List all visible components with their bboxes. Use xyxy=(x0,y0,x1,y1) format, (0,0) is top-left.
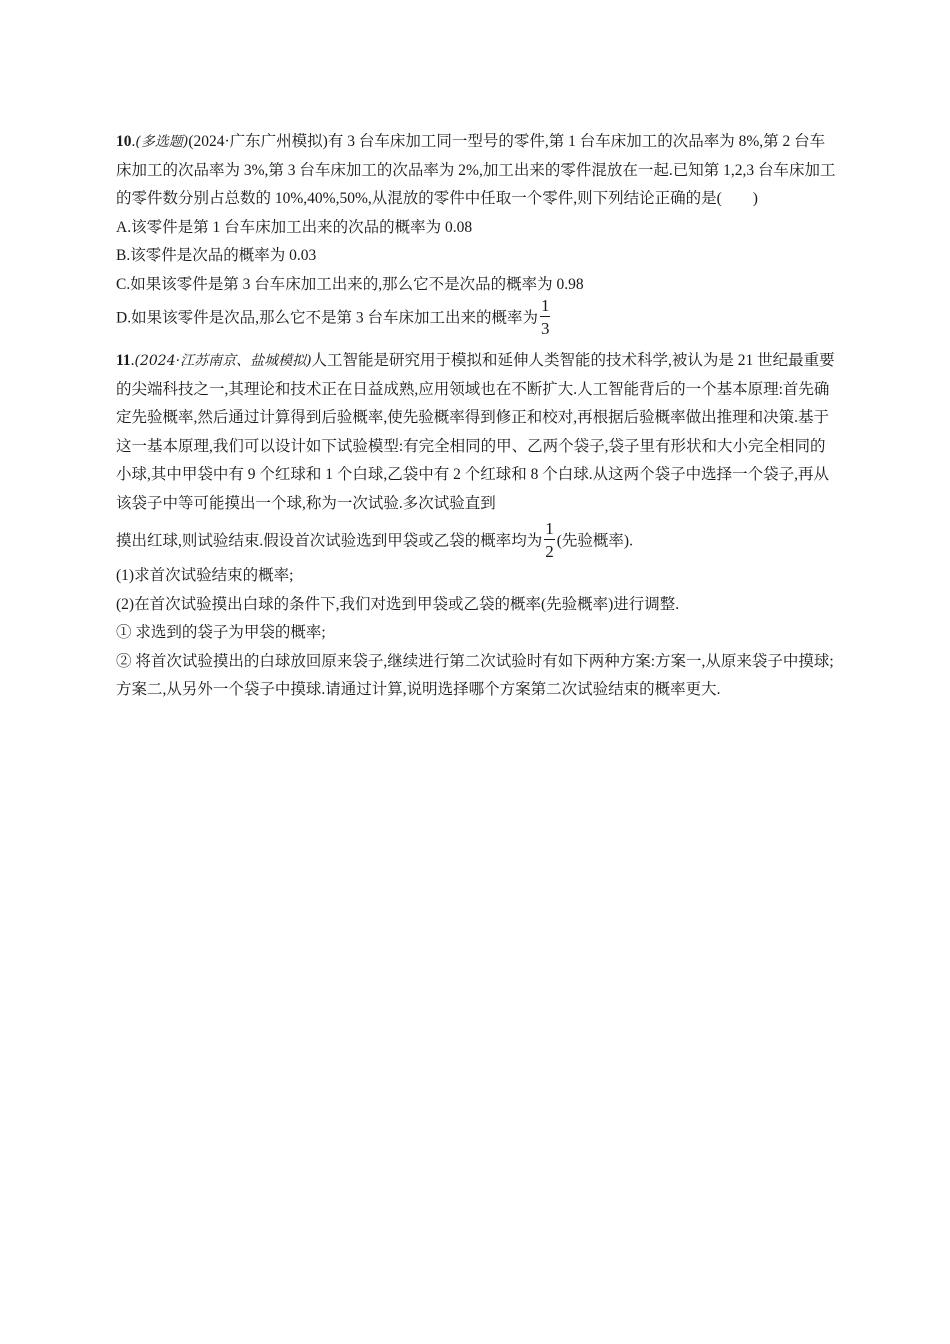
fraction-numerator: 1 xyxy=(540,296,550,315)
sub-question-2: (2)在首次试验摸出白球的条件下,我们对选到甲袋或乙袋的概率(先验概率)进行调整. xyxy=(116,595,680,613)
sub-question-2-2: ② 将首次试验摸出的白球放回原来袋子,继续进行第二次试验时有如下两种方案:方案一,从原来袋子中摸球;方案二,从另外一个袋子中摸球.请通过计算,说明选择哪个方案第二次试验结束的概率更大. xyxy=(116,652,834,698)
fraction-one-half xyxy=(544,520,555,560)
option-a: A.该零件是第 1 台车床加工出来的次品的概率为 0.08 xyxy=(116,218,473,236)
problem-10 xyxy=(116,128,836,339)
problem-11 xyxy=(116,347,836,705)
document-page xyxy=(116,128,836,705)
fraction-numerator: 1 xyxy=(545,519,554,538)
problem-11-stem: 11.(2024·江苏南京、盐城模拟)人工智能是研究用于模拟和延伸人类智能的技术科学,被认为是 21 世纪最重要的尖端科技之一,其理论和技术正在日益成熟,应用领域也在不断扩大.人工智能背后的一个基本原理:首先确定先验概率,然后通过计算得到后验概率,使先验概率得到修正和校对,再根据后验概率做出推理和决策.基于这一基本原理,我们可以设计如下试验模型:有完全相同的甲、乙两个袋子,袋子里有形状和大小完全相同的小球,其中甲袋中有 9 个红球和 1 个白球,乙袋中有 2 个红球和 8 个白球.从这两个袋子中选择一个袋子,再从该袋子中等可能摸出一个球,称为一次试验.多次试验直到 xyxy=(116,352,835,512)
fraction-denominator: 3 xyxy=(540,319,550,338)
question-type-tag: (多选题) xyxy=(135,134,189,150)
option-d-text: D.如果该零件是次品,那么它不是第 3 台车床加工出来的概率为 xyxy=(116,309,538,327)
problem-source: (2024·江苏南京、盐城模拟) xyxy=(134,353,312,369)
stem-text-before-fraction: 摸出红球,则试验结束.假设首次试验选到甲袋或乙袋的概率均为 xyxy=(116,532,543,550)
sub-question-2-1: ① 求选到的袋子为甲袋的概率; xyxy=(116,624,326,641)
problem-stem-text: 有 3 台车床加工同一型号的零件,第 1 台车床加工的次品率为 8%,第 2 台车床加工的次品率为 3%,第 3 台车床加工的次品率为 2%,加工出来的零件混放在一起.已知第 1,2,3 台车床加工的零件数分别占总数的 10%,40%,50%,从混放的零件中任取一个零件,则下列结论正确的是( ) xyxy=(116,133,836,207)
problem-source: (2024·广东广州模拟) xyxy=(188,133,328,150)
problem-11-stem-continued xyxy=(116,519,836,562)
problem-number: 11 xyxy=(116,352,131,369)
option-c: C.如果该零件是第 3 台车床加工出来的,那么它不是次品的概率为 0.98 xyxy=(116,275,584,293)
problem-10-stem: 10.(多选题)(2024·广东广州模拟)有 3 台车床加工同一型号的零件,第 1 台车床加工的次品率为 8%,第 2 台车床加工的次品率为 3%,第 3 台车床加工的次品率为 2%,加工出来的零件混放在一起.已知第 1,2,3 台车床加工的零件数分别占总数的 10%,40%,50%,从混放的零件中任取一个零件,则下列结论正确的是( ) xyxy=(116,133,836,207)
option-b: B.该零件是次品的概率为 0.03 xyxy=(116,247,317,264)
fraction-one-third xyxy=(540,297,551,337)
option-d xyxy=(116,296,836,339)
sub-question-1: (1)求首次试验结束的概率; xyxy=(116,567,294,584)
problem-number: 10 xyxy=(116,133,132,150)
stem-text-after-fraction: (先验概率). xyxy=(556,532,633,550)
problem-stem-text: 人工智能是研究用于模拟和延伸人类智能的技术科学,被认为是 21 世纪最重要的尖端科技之一,其理论和技术正在日益成熟,应用领域也在不断扩大.人工智能背后的一个基本原理:首先确定先验概率,然后通过计算得到后验概率,使先验概率得到修正和校对,再根据后验概率做出推理和决策.基于这一基本原理,我们可以设计如下试验模型:有完全相同的甲、乙两个袋子,袋子里有形状和大小完全相同的小球,其中甲袋中有 9 个红球和 1 个白球,乙袋中有 2 个红球和 8 个白球.从这两个袋子中选择一个袋子,再从该袋子中等可能摸出一个球,称为一次试验.多次试验直到 xyxy=(116,352,835,512)
fraction-denominator: 2 xyxy=(545,542,554,561)
